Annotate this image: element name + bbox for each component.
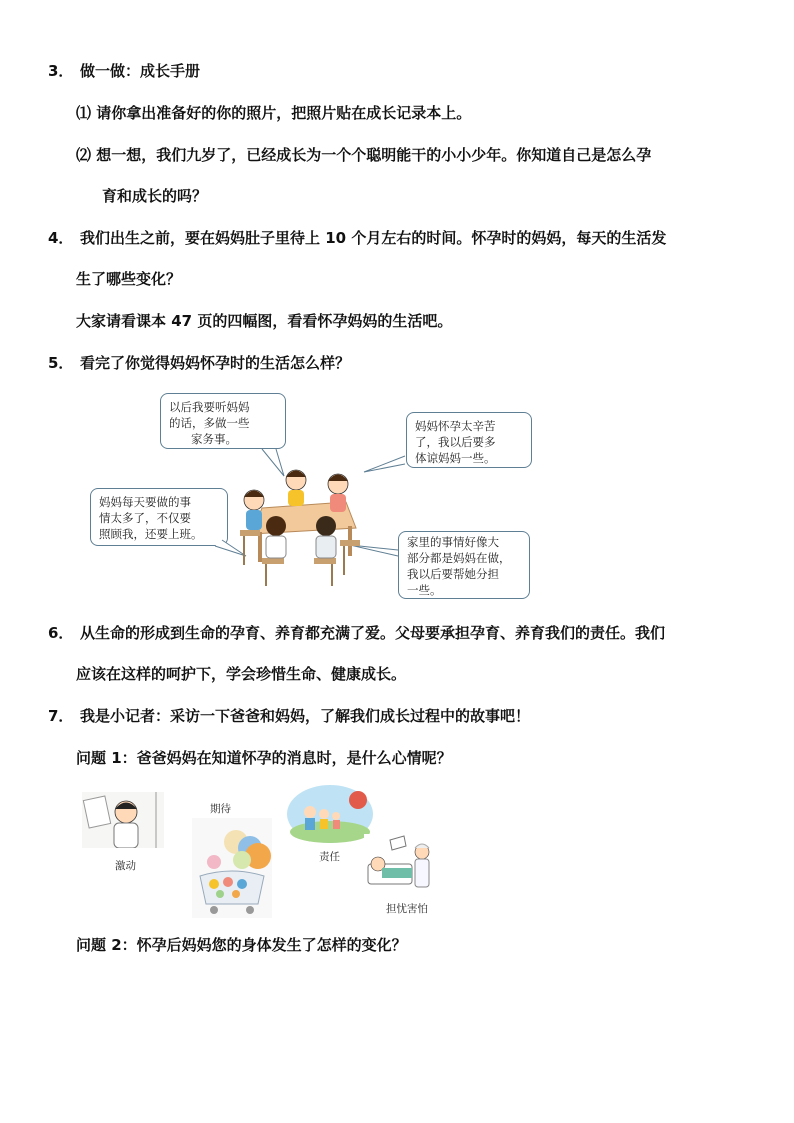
item-3-sub2-cont: 育和成长的吗？	[102, 187, 208, 205]
caption-expect: 期待	[210, 803, 231, 815]
item-7-text: 我是小记者：采访一下爸爸和妈妈，了解我们成长过程中的故事吧！	[80, 707, 531, 725]
family-responsibility-image	[286, 784, 374, 844]
excited-father-image	[82, 792, 164, 848]
item-4-text: 我们出生之前，要在妈妈肚子里待上 10 个月左右的时间。怀孕时的妈妈，每天的生活发	[80, 229, 667, 247]
expecting-baby-items-image	[192, 818, 272, 918]
question-1: 问题 1：爸爸妈妈在知道怀孕的消息时，是什么心情呢？	[76, 749, 452, 767]
caption-worry: 担忧害怕	[386, 903, 428, 915]
worried-scared-image	[364, 834, 438, 892]
kids-at-table-illustration	[0, 380, 794, 600]
speech-bubble-1: 以后我要听妈妈 的话，多做一些 家务事。	[160, 393, 286, 449]
item-number-7: 7．	[48, 707, 74, 725]
item-number-6: 6．	[48, 624, 74, 642]
item-number-5: 5．	[48, 354, 74, 372]
item-number-4: 4．	[48, 229, 74, 247]
speech-bubble-4: 家里的事情好像大 部分都是妈妈在做， 我以后要帮她分担 一些。	[398, 531, 530, 599]
question-2: 问题 2：怀孕后妈妈您的身体发生了怎样的变化？	[76, 936, 407, 954]
item-3-sub1: ⑴ 请你拿出准备好的你的照片，把照片贴在成长记录本上。	[76, 104, 472, 122]
item-4-text-cont: 生了哪些变化？	[76, 270, 182, 288]
item-3-sub2: ⑵ 想一想，我们九岁了，已经成长为一个个聪明能干的小小少年。你知道自己是怎么孕	[76, 146, 652, 164]
caption-responsibility: 责任	[319, 851, 340, 863]
item-6-text: 从生命的形成到生命的孕育、养育都充满了爱。父母要承担孕育、养育我们的责任。我们	[80, 624, 666, 642]
item-4-note: 大家请看课本 47 页的四幅图，看看怀孕妈妈的生活吧。	[76, 312, 453, 330]
caption-excited: 激动	[115, 860, 136, 872]
speech-bubble-2: 妈妈怀孕太辛苦 了，我以后要多 体谅妈妈一些。	[406, 412, 532, 468]
speech-bubble-3: 妈妈每天要做的事 情太多了，不仅要 照顾我，还要上班。	[90, 488, 228, 546]
item-6-text-cont: 应该在这样的呵护下，学会珍惜生命、健康成长。	[76, 665, 407, 683]
item-number-3: 3．	[48, 62, 74, 80]
item-3-title: 做一做：成长手册	[80, 62, 201, 80]
item-5-text: 看完了你觉得妈妈怀孕时的生活怎么样？	[80, 354, 351, 372]
